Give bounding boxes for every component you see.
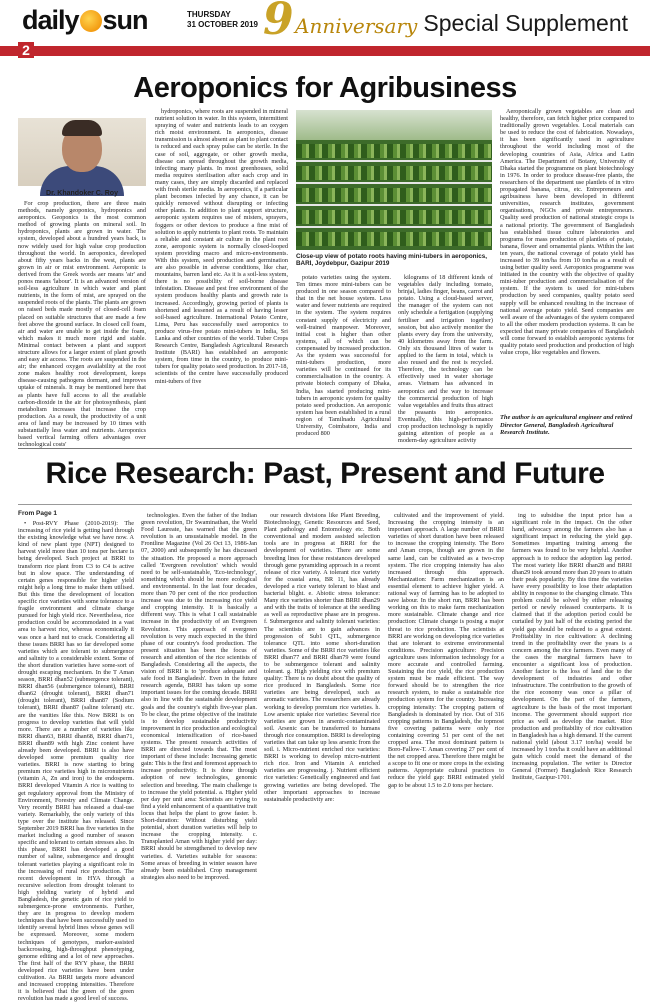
potato-roots-photo [296,110,492,250]
article1-column-1 [18,200,146,449]
article1-byline: Dr. Khandoker C. Roy [46,190,118,197]
page-number: 2 [18,42,34,58]
article1-col1-text: For crop production, there are three main methods, namely geoponics, hydroponics and aeroponics. Geoponics is the most common method of growing plants on mineral soil. In hydroponics, plants are grown in water. The system, developed about a hundred years back, is now widely used for high value crop production throughout the world. In aeroponics, developed about fifty years backs in the west, plants are grown in air or mist environment. Aeroponic is derived from the Greek words aer means 'air' and ponos means 'labour'. It is an advanced version of soil-less agriculture in which water and plant nutrients, in the form of mist, are sprayed on the suspended roots of the plants. The plants are grown on raised beds made mostly of closed-cell foam placed on suitable structures that are made a few feet above the ground surface. In closed cell foam, air and water are unable to get inside the foam, which makes it much more rigid and stable. Minimal contact between a plant and support structure allows for a larger extent of plant growth and easy air access. The roots are suspended in the air; the enhanced oxygen availability at the root zone makes healthy root development, keeps disease-causing pathogens dormant, and improves uptake of minerals. It may be mentioned here that as plants have full access to all the available carbon-dioxide in the air for photosynthesis, plant metabolism increases that increase the crop production. As a result, the productivity of a unit area of land may be increased by 10 times with substantially less water and nutrients. Aeroponics based vertical farming offers advantages over technological costs' [18,200,146,449]
article2-col3-text: our research divisions like Plant Breeding, Biotechnology, Genetic Resources and Seed, Plant pathology and Entomology etc. Both conventional and modern assisted selection tools are in progress at BRRI for the development of varieties. There are some breeding lines for these resistances developed through gene pyramiding approach in a recent release of rice variety. A tolerant rice variety for the coastal area, BR 11, has already developed a rice variety tolerant to blast and bacterial blight. e. Abiotic stress tolerance: Many rice varieties shorter than BRRI dhan29 and with the traits of tolerance at the seedling as well as reproductive phase are in progress. f. Submergence and salinity tolerant varieties: The scientists are to gain advances in progression of Sub1 QTL, submergence tolerance QTL into some short-duration varieties. Some of the BRRI rice varieties like BRRI dhan77 and BRRI dhan79 were found to be submergence tolerant and salinity tolerant. g. High yielding rice with premium quality: There is no doubt about the quality of rice produced in Bangladesh. Some rice varieties are being developed, such as aromatic varieties. The researchers are already working to develop premium rice varieties. h. Low arsenic uptake rice varieties: Several rice varieties are grown in arsenic-contaminated soil. Arsenic can be transferred to humans through rice consumption. BRRI is developing varieties that can take up less arsenic from the soil. i. Micro-nutrient enriched rice varieties: BRRI is working to develop micro-nutrient rich rice. Iron and Vitamin A enriched varieties are progressing. j. Nutrient efficient rice varieties: Genetically engineered and fast growing varieties are being developed. The other important approaches to increase sustainable productivity are: [264,512,380,803]
article2-col2-text: technologies. Even the father of the Indian green revolution, Dr Swaminathan, the World Food Laureate, has warned that the green revolution is an unsustainable model. In the Frontline Magazine (Vol 26 Oct 13, 1986-Jan 07, 2000) and subsequently he has discussed the situation. He proposed a more approach called 'Evergreen revolution' which would need to be self-sustainable, 'Eco-technology', something which should be more ecological and environmental. In the last four decades, more than 70 per cent of the rice production increase was due to the increasing rice yield and cropping intensity. It is basically a different way. This is what I call sustainable increase in the productivity of an Evergreen Revolution. This approach of evergreen revolution is very much expected in the third phase of our country's food production. The present situation has been the focus of research and attention of the rice scientists of Bangladesh. Considering all the aspects, the vision of BRRI is to 'produce adequate and safe food in Bangladesh'. Even in the future research agenda, BRRI has taken up some important issues for the coming decade. BRRI also in line with the sustainable development goals and the country's eighth five-year plan. To be clear, the prime objective of the institute is to develop sustainable productivity improvement in rice production and ecological economical intensification of rice-based systems. The present research activities of BRRI are directed towards that. The most important of these include: Increasing genetic gain: This is the first and foremost approach to increase productivity. It is done through adoption of new technologies, genomic selection and breeding. The main challenge is to increase the yield potential. a. Higher yield per day per unit area: Scientists are trying to find a yield enhancement of a quantitative trait locus that helps the plant to grow faster. b. Short-duration: Without disturbing yield potential, short duration varieties will help to increase the cropping intensity. c. Transplanted Aman with higher yield per day: BRRI should be strengthened to develop new varieties. d. Varieties suitable for seasons: Some areas of breeding in winter season have already been established. Crop management strategies also need to be improved. [141,512,257,881]
article1-col4-text: kilograms of 18 different kinds of vegetables daily including tomato, brinjal, ladies finger, beans, carrot and potato. Using a cloud-based server, the manager of the system can not only schedule a fertigation (supplying fertiliser and irrigation together) session, but also actively monitor the plants every day from the university, 40 kilometres away from the farm. Only six thousand litres of water is applied to the farm in total, which is also reused and the rest is recycled. Therefore, the technology can be effectively used in water shortage areas. Vietnam has advanced in aeroponics and the way to increase the commercial production of high value vegetables and fruits thus attract the peasants into aeroponics. Eventually, this high-performance crop production technology is rapidly gaining attention of people as a modern-day agriculture activity [398,274,494,445]
article2-col1-text: • Post-RVY Phase (2010-2019): The increasing of rice yield is getting hard through the existing knowledge what we have now. A kind of new plant type (NPT) designed to harvest yield more than 10 tons per hectare is being developed. Such project at BRRI to transform rice plant from C3 to C4 is active but in slow space. The understanding of certain genes responsible for higher yield might help a long time to make them utilised. But this time the development of location specific rice varieties with some tolerance to a fragile environment and climate change pursued for high yield rice. Nevertheless, rice production could be accommodated in a vast area to harvest rice, whereas economically it was once a hard nut to crack. Considering all these issues BRRI has so far developed some varieties which are tolerant to submergence and salinity to a considerable extent. Some of the short duration varieties have some-sort of drought escaping mechanism. In the T Aman season, BRRI dhan52 (submergence tolerant), BRRI dhan56 (submergence tolerant), BRRI dhan62 (drought tolerant), BRRI dhan71 (drought tolerant), BRRI dhan87 (Sodium tolerant), BRRI dhan87 (saline tolerant) etc. are the vanities like this. Now BRRI is on progress to develop varieties that will yield more. There are a number of varieties like BRRI dhan63, BRRI dhan68, BRRI dhan71, BRRI dhan89 with high Zinc content have already been developed. BRRI is also have developed some premium quality rice varieties. BRRI is now starting to bring premium rice varieties high in micronutrients (vitamin A, Zn and iron) to the endosperm. BRRI developed Vitamin A rice is waiting to get regulatory approval from the Ministry of Environment, Forestry and Climate Change. Very recently BRRI has released a dual-use variety. Remarkably, the only variety of this type over the institute has released. Since September 2019 BRRI has five varieties in the market including a good number of season specific and tolerant to certain stresses also. In this phase, BRRI has developed a good number of saline, submergence and drought tolerant varieties playing a significant role in the increasing of rural rice production. The recent development in HYA through a recursive selection from drought tolerant to high yielding variety of hybrid and Bangladesh, the genetic gain of rice yield to submergence-prone environments. Further, they are in progress to develop modern techniques that have been successfully used to identify several hybrid lines whose genes will be expressed. Moreover, some modern techniques of genotypes, marker-assisted backcrossing, high-throughput phenotyping, genome editing and a lot of new approaches. The first half of the RYY phase, the BRRI developed rice varieties have been under cultivation. As BRRI targets more advanced and increased cropping intensities. Therefore it is believed that the green of the green revolution has made a good level of success. [18,520,134,1002]
article1-col2-text: hydroponics, where roots are suspended in mineral nutrient solution in water. In this system, intermittent spraying of water and nutrients leads to an oxygen rich moist environment. In aeroponics, disease transmission is almost absent as plant to plant contact is reduced and each spray pulse can be sterile. In the case of soil, aggregate, or other growth media, disease can spread throughout the growth media, infecting many plants. In most greenhouses, solid media requires sterilisation after each crop and in many cases, they are simply discarded and replaced with fresh sterile media. In aeroponics, if a particular plant becomes infected by any chance, it can be quickly removed without disrupting or infecting other plants. In addition to plant support structure, aeroponic system requires use of misters, sprayers, foggers or other devices to produce a fine mist of solution to apply nutrients to plant roots. To maintain a reliable and constant air culture in the plant root zone, aeroponic system is normally closed-looped system providing macro and micro-environments. With this system, seed production and germination are also possible in adverse conditions, like char, mountains, barren land etc. As it is a soil-less system, there is no possibility of soil-borne disease infestation. Disease and pest free environment of the system produces healthy plants and growth rate is increased. Accordingly, growing period of plants is shortened and lessened as a result of having lesser soil-based agriculture. International Potato Centre, Lima, Peru has successfully used aeroponics to produce virus-free potato mini-tubers in India, Sri Lanka and other countries of the world. Tuber Crops Research Centre, Bangladesh Agricultural Research Institute (BARI) has established an aeroponic system, from time in the country, to produce mini-tubers for quality potato seed production. In 2017-18, scientists of the centre have successfully produced mini-tubers of five [155,108,288,385]
article1-col3-text: potato varieties using the system. Ten times more mini-tubers can be produced in one season compared to that in the net house system. Less water and fewer nutrients are required in the system. The system requires constant supply of electricity and well-trained manpower. Moreover, initial cost is higher than other systems, all of which can be compensated by increased production. As the system was successful for mini-tubers production, more varieties will be continued for its commercialisation in the country. A private biotech company of Dhaka, India, has started producing mini-tubers in aeroponic system for quality potato seed production. An aeroponic system has been established in a rural region of Tamilnadu Agricultural University, Coimbatore, India and produced 800 [296,274,391,438]
article1-column-4 [398,274,494,445]
article1-column-2 [155,108,288,442]
article1-column-3 [296,274,391,442]
anniversary-emblem [255,0,418,46]
article1-headline: Aeroponics for Agribusiness [133,72,517,104]
article1-author-note: The author is an agricultural engineer and retired Director General, Bangladesh Agricultural Research Institute. [500,414,633,436]
header-red-bar [0,46,650,56]
article2-column-3 [264,512,380,976]
anniversary-word: Anniversary [295,14,418,38]
section-title: Special Supplement [423,10,628,36]
article2-column-2 [141,512,257,976]
article2-column-5 [512,512,632,976]
issue-day: THURSDAY [187,10,231,19]
article1-col5-text: Aeroponically grown vegetables are clean and healthy, therefore, can fetch higher price compared to traditionally grown vegetables. Local materials can be used to reduce the cost of fabrication. Nowadays, it has been significantly used in agriculture throughout the world including most of the developing countries of Asia, Africa and Latin America. The Department of Botany, University of Dhaka started the programme on plant biotechnology in 1976. In order to produce disease-free plants, the researchers of the department use plantlets of in vitro propagated banana, citrus, etc. Entrepreneurs and agribusiness have been developed in different universities, research institutes, government organisations, NGOs and private entrepreneurs. Quality seed production of national strategic crops is a national priority. The government of Bangladesh has established tissue culture laboratories and programs for mass production of plantlets of potato, banana, flower and ornamental plants. Within the last ten years, the national coverage of potato yield has increased to 39 ton/ha from 10 ton/ha as a result of using better quality seed. Aeroponics programme was initiated in the country with the objective of quality mini-tuber production and commercialisation of the system. If the system is used for mini-tubers production by seed companies, quality potato seed supply will be enhanced resulting in the increase of national average potato yield. Seed companies are well aware of the advantages of the system compared to all the other modern production systems. It can be expected that many private companies of Bangladesh will come forward to establish aeroponic systems for quality potato seed production and production of high value crops, like vegetables and flowers. [500,108,634,357]
logo-text-sun: sun [102,5,148,35]
masthead [0,0,650,46]
issue-date [187,10,258,30]
article1-column-5 [500,108,634,410]
article2-headline: Rice Research: Past, Present and Future [45,457,605,490]
continued-from-label: From Page 1 [18,510,58,517]
article2-col5-text: ing to subsidise the input price has a significant role in the impact. On the other hand, advocacy among the farmers also has a significant impact in reducing the yield gap. Sometimes imparting training among the farmers was found to be very helpful. Another approach is to reduce the adoption lag period. The most variety like BRRI dhan28 and BRRI dhan29 took around more than 20 years to attain their peak popularity. By this time the varieties have every possibility to lose their adaptation ability in response to the changing climate. This problem could be solved by either releasing period or newly released counterparts. It is claimed that if the adoption period could be curtailed by just half of the existing period the yield gap should be reduced to a great extent. Profitability in rice cultivation: A declining trend in the profitability over the years is a concern among the rice farmers. Even many of the cases the marginal farmers have to encounter a significant loss of production. Another factor is the loss of land due to the development of industries and other infrastructure. The contribution to the growth of the rice economy was once a pillar of development. On the part of the farmers, agriculture is the basis of the most important income. The government should support rice price as well as develop the market. Rice production and profitability of rice cultivation in Bangladesh has a high demand. If the current national yield (about 3.17 ton/ha) would be increased by 1 ton/ha it could have an additional gain which could meet the demand of the increasing population. The writer is Director General (Former) Bangladesh Rice Research Institute, Gazipur-1701. [512,512,632,782]
headline-underline [18,504,632,505]
logo-text-daily: daily [22,5,79,35]
issue-date-text: 31 OCTOBER 2019 [187,20,258,29]
newspaper-logo[interactable] [22,3,148,37]
anniversary-number: 9 [263,0,294,45]
article2-col4-text: cultivated and the improvement of yield. Increasing the cropping intensity is an important approach. A large number of BRRI varieties of short duration have been released to increase the cropping intensity. The Boro and Aman crops, though are grown in the same land, can be cultivated as a two-crop system. The rice cropping intensity has also increased through this approach. Mechanization: Farm mechanization is an essential element to achieve higher yield. A rational way of farming has to be adopted to save labour. In the short run, BRRI has been working on this to make farm mechanization more sustainable. Climate change and rice production: Climate change is posing a major threat to rice production. The scientists at BRRI are working on developing rice varieties that are tolerant to extreme environmental conditions. Precision agriculture: Precision agriculture uses information technology for a more accurate and controlled farming. Sustaining the rice yield, the rice production system must be made efficient. The way forward should be to strengthen the rice research system, to make a sustainable rice production system for the country. Increasing cropping intensity: The cropping pattern of Bangladesh is dominated by rice. Out of 316 cropping patterns in Bangladesh, the topmost five covering patterns were only rice containing covering 51 per cent of the net cropped area. The most dominant pattern is Boro-Fallow-T. Aman covering 27 per cent of the net cropped area. Therefore there might be a scope to fit one or more crops in the existing patterns. Appropriate cultural practices to reduce the yield gap: BRRI estimated yield gap to be about 1.5 to 2.0 tons per hectare. [388,512,504,789]
article2-column-1 [18,520,134,1002]
section-divider [18,448,632,449]
author-photo [18,118,146,186]
sun-icon [80,10,102,32]
article2-column-4 [388,512,504,976]
photo-caption: Close-up view of potato roots having mini-tubers in aeroponics, BARI, Joydebpur, Gazipur 2019 [296,253,488,268]
